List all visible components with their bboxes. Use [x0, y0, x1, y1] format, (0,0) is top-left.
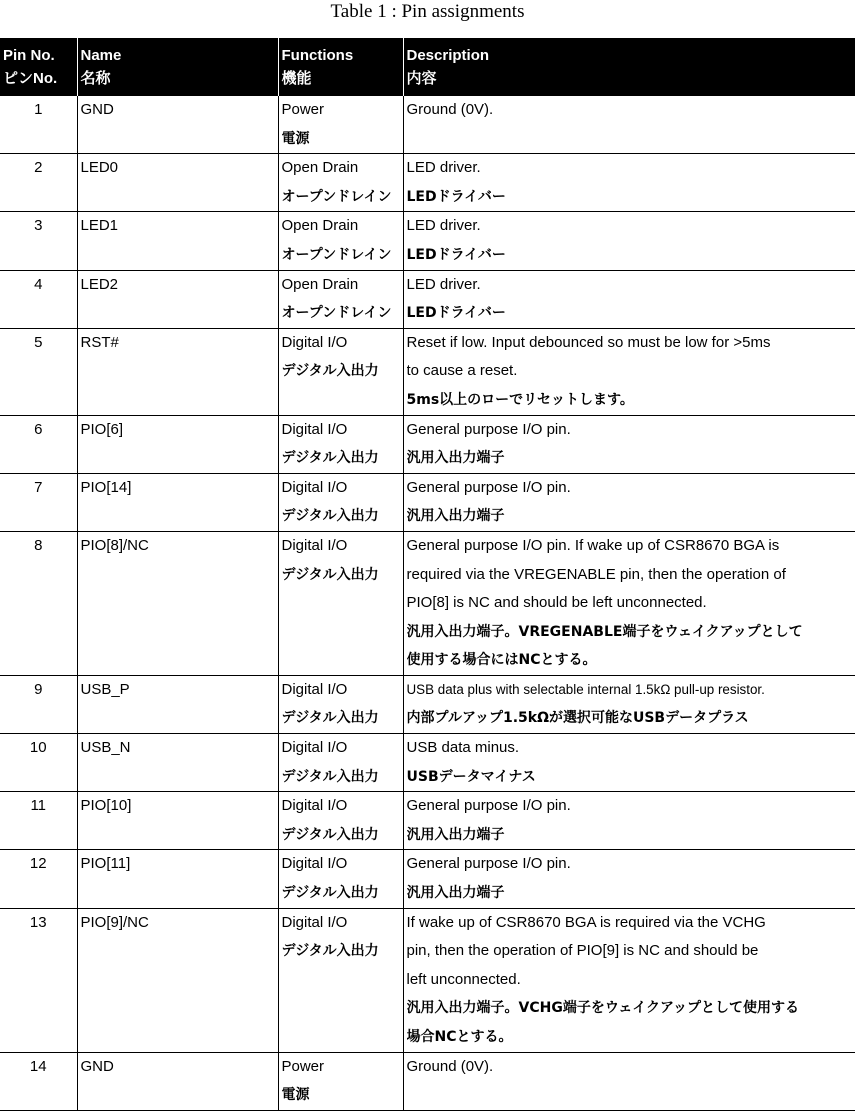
pin-number-cell	[0, 1052, 77, 1110]
description-jp: LEDドライバー	[406, 305, 506, 322]
description-jp: 汎用入出力端子	[406, 450, 505, 467]
pin-number: 10	[29, 739, 47, 757]
pin-description-cell	[403, 675, 855, 733]
table-row	[0, 792, 855, 850]
pin-name: LED1	[80, 217, 119, 235]
pin-name: LED2	[80, 275, 119, 293]
header-name: Name	[77, 38, 278, 68]
description-en: Reset if low. Input debounced so must be low for >5ms	[406, 333, 771, 351]
function-en: Digital I/O	[281, 855, 348, 873]
header-pin-no-jp: ピンNo.	[0, 68, 77, 96]
function-en: Digital I/O	[281, 333, 348, 351]
table-row	[0, 328, 855, 415]
pin-name: RST#	[80, 333, 119, 351]
function-en: Digital I/O	[281, 797, 348, 815]
pin-number-cell	[0, 212, 77, 270]
description-jp: 汎用入出力端子	[406, 885, 505, 902]
pin-name-cell	[77, 212, 278, 270]
table-header	[0, 38, 855, 96]
pin-assignments-table	[0, 38, 855, 1111]
pin-number-cell	[0, 415, 77, 473]
function-en: Open Drain	[281, 275, 359, 293]
function-jp: デジタル入出力	[281, 363, 379, 380]
pin-function-cell	[278, 473, 403, 531]
pin-function-cell	[278, 212, 403, 270]
table-row	[0, 908, 855, 1052]
pin-function-cell	[278, 328, 403, 415]
pin-description-cell	[403, 96, 855, 154]
description-jp: 汎用入出力端子。VREGENABLE端子をウェイクアップとして	[406, 623, 803, 640]
table-caption: Table 1 : Pin assignments	[330, 1, 525, 22]
function-en: Power	[281, 1057, 325, 1075]
pin-number-cell	[0, 154, 77, 212]
pin-number-cell	[0, 328, 77, 415]
description-jp: USBデータマイナス	[406, 768, 536, 785]
pin-number: 9	[34, 680, 43, 698]
pin-name: PIO[8]/NC	[80, 536, 149, 554]
pin-number: 11	[30, 797, 47, 815]
table-row	[0, 675, 855, 733]
header-pin-no: Pin No.	[0, 38, 77, 68]
function-jp: デジタル入出力	[281, 768, 379, 785]
description-jp: 汎用入出力端子	[406, 508, 505, 525]
pin-number: 4	[34, 275, 43, 293]
table-row	[0, 850, 855, 908]
pin-function-cell	[278, 792, 403, 850]
pin-number-cell	[0, 270, 77, 328]
table-row	[0, 96, 855, 154]
pin-number-cell	[0, 473, 77, 531]
table-row	[0, 270, 855, 328]
description-en: pin, then the operation of PIO[9] is NC and should be	[406, 942, 759, 960]
function-jp: デジタル入出力	[281, 943, 379, 960]
pin-function-cell	[278, 415, 403, 473]
pin-name-cell	[77, 850, 278, 908]
pin-name: GND	[80, 101, 114, 118]
pin-name-cell	[77, 154, 278, 212]
description-jp: 汎用入出力端子	[406, 826, 505, 843]
table-row	[0, 415, 855, 473]
function-en: Open Drain	[281, 159, 359, 177]
description-jp: 5ms以上のローでリセットします。	[406, 391, 634, 408]
function-en: Digital I/O	[281, 739, 348, 757]
function-jp: オープンドレイン	[281, 305, 392, 322]
pin-name: USB_N	[80, 739, 131, 757]
pin-number: 1	[34, 101, 43, 118]
function-en: Digital I/O	[281, 478, 348, 496]
pin-name: PIO[10]	[80, 797, 132, 815]
pin-number: 6	[34, 420, 43, 438]
description-en: PIO[8] is NC and should be left unconnected.	[406, 594, 707, 612]
pin-name: LED0	[80, 159, 119, 177]
pin-function-cell	[278, 1052, 403, 1110]
function-jp: デジタル入出力	[281, 508, 379, 525]
pin-name: PIO[14]	[80, 478, 132, 496]
pin-number: 5	[34, 333, 43, 351]
table-row	[0, 473, 855, 531]
pin-description-cell	[403, 792, 855, 850]
pin-function-cell	[278, 154, 403, 212]
pin-name: PIO[11]	[80, 855, 131, 873]
description-jp: 場合NCとする。	[406, 1029, 513, 1045]
pin-number-cell	[0, 531, 77, 675]
pin-number-cell	[0, 792, 77, 850]
table-body	[0, 96, 855, 1111]
function-jp: デジタル入出力	[281, 885, 379, 902]
pin-name: GND	[80, 1057, 114, 1075]
pin-name-cell	[77, 328, 278, 415]
pin-description-cell	[403, 415, 855, 473]
pin-description-cell	[403, 531, 855, 675]
pin-description-cell	[403, 212, 855, 270]
table-row	[0, 531, 855, 675]
description-jp: LEDドライバー	[406, 188, 506, 205]
table-row	[0, 734, 855, 792]
pin-function-cell	[278, 531, 403, 675]
description-en: General purpose I/O pin.	[406, 478, 571, 496]
description-en: General purpose I/O pin.	[406, 855, 571, 873]
pin-name-cell	[77, 531, 278, 675]
pin-name-cell	[77, 908, 278, 1052]
description-jp: 内部プルアップ1.5kΩが選択可能なUSBデータプラス	[406, 710, 749, 727]
header-name-jp: 名称	[77, 68, 278, 96]
function-jp: デジタル入出力	[281, 450, 379, 467]
description-jp: 使用する場合にはNCとする。	[406, 652, 597, 669]
function-jp: オープンドレイン	[281, 188, 392, 205]
description-en: General purpose I/O pin. If wake up of CSR8670 BGA is	[406, 536, 780, 554]
table-row	[0, 154, 855, 212]
header-functions: Functions	[278, 38, 403, 68]
description-en: Ground (0V).	[406, 101, 494, 118]
pin-number: 8	[34, 536, 43, 554]
pin-number: 2	[34, 159, 43, 177]
function-jp: デジタル入出力	[281, 710, 379, 727]
table-row	[0, 1052, 855, 1110]
pin-name-cell	[77, 1052, 278, 1110]
pin-name-cell	[77, 734, 278, 792]
pin-function-cell	[278, 270, 403, 328]
description-en: required via the VREGENABLE pin, then the operation of	[406, 565, 786, 583]
pin-description-cell	[403, 154, 855, 212]
function-en: Digital I/O	[281, 536, 348, 554]
description-en: USB data minus.	[406, 739, 520, 757]
pin-name-cell	[77, 270, 278, 328]
pin-name-cell	[77, 675, 278, 733]
pin-number: 14	[29, 1057, 47, 1075]
header-description: Description	[403, 38, 855, 68]
pin-name-cell	[77, 96, 278, 154]
function-jp: 電源	[281, 1087, 310, 1104]
pin-function-cell	[278, 675, 403, 733]
pin-function-cell	[278, 96, 403, 154]
pin-description-cell	[403, 473, 855, 531]
pin-name-cell	[77, 473, 278, 531]
pin-name-cell	[77, 415, 278, 473]
pin-description-cell	[403, 328, 855, 415]
description-en: USB data plus with selectable internal 1.5kΩ pull-up resistor.	[406, 681, 765, 697]
pin-number-cell	[0, 675, 77, 733]
description-en: to cause a reset.	[406, 362, 518, 380]
function-en: Digital I/O	[281, 680, 348, 698]
pin-function-cell	[278, 734, 403, 792]
description-en: LED driver.	[406, 275, 481, 293]
description-en: General purpose I/O pin.	[406, 420, 571, 438]
header-description-jp: 内容	[403, 68, 855, 96]
function-jp: オープンドレイン	[281, 246, 392, 263]
pin-number: 3	[34, 217, 43, 235]
pin-description-cell	[403, 734, 855, 792]
pin-number-cell	[0, 96, 77, 154]
description-jp: 汎用入出力端子。VCHG端子をウェイクアップとして使用する	[406, 1000, 799, 1017]
pin-description-cell	[403, 270, 855, 328]
description-en: LED driver.	[406, 159, 481, 177]
pin-function-cell	[278, 850, 403, 908]
pin-name: USB_P	[80, 680, 130, 698]
pin-number: 13	[29, 913, 47, 931]
function-jp: 電源	[281, 130, 310, 147]
function-en: Digital I/O	[281, 420, 348, 438]
pin-number-cell	[0, 734, 77, 792]
description-en: General purpose I/O pin.	[406, 797, 571, 815]
pin-name-cell	[77, 792, 278, 850]
table-row	[0, 212, 855, 270]
pin-name: PIO[6]	[80, 420, 124, 438]
function-jp: デジタル入出力	[281, 826, 379, 843]
function-en: Digital I/O	[281, 913, 348, 931]
pin-number: 12	[29, 855, 47, 873]
function-jp: デジタル入出力	[281, 566, 379, 583]
pin-number-cell	[0, 908, 77, 1052]
description-en: If wake up of CSR8670 BGA is required via the VCHG	[406, 913, 766, 931]
pin-name: PIO[9]/NC	[80, 913, 149, 931]
function-en: Power	[281, 101, 325, 118]
pin-function-cell	[278, 908, 403, 1052]
description-en: left unconnected.	[406, 970, 521, 988]
function-en: Open Drain	[281, 217, 359, 235]
pin-number-cell	[0, 850, 77, 908]
pin-description-cell	[403, 908, 855, 1052]
description-en: LED driver.	[406, 217, 481, 235]
pin-description-cell	[403, 850, 855, 908]
description-en: Ground (0V).	[406, 1057, 494, 1075]
pin-description-cell	[403, 1052, 855, 1110]
description-jp: LEDドライバー	[406, 246, 506, 263]
header-functions-jp: 機能	[278, 68, 403, 96]
pin-number: 7	[34, 478, 43, 496]
